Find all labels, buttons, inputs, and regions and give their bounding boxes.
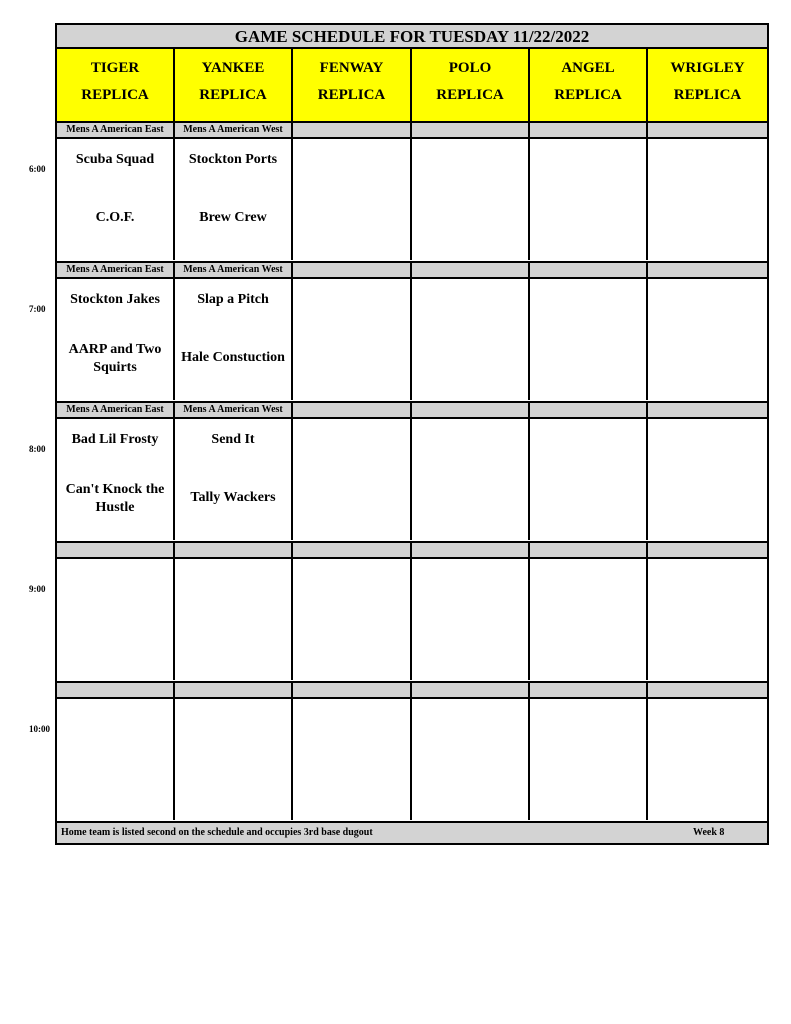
division-label	[293, 261, 412, 277]
game-cell	[648, 137, 767, 260]
division-label	[648, 261, 767, 277]
field-header-yankee	[175, 49, 293, 121]
division-label: Mens A American East	[57, 121, 175, 137]
away-team: Send It	[211, 432, 255, 447]
field-subtitle: REPLICA	[554, 87, 622, 103]
division-label: Mens A American West	[175, 261, 293, 277]
game-cell	[175, 557, 293, 680]
game-cell	[648, 697, 767, 820]
division-label	[412, 121, 530, 137]
game-cell	[530, 417, 648, 540]
game-cell	[530, 137, 648, 260]
game-cell	[530, 277, 648, 400]
field-header-tiger	[57, 49, 175, 121]
division-label: Mens A American East	[57, 401, 175, 417]
game-cell	[57, 697, 175, 820]
time-label: 10:00	[29, 724, 50, 734]
division-label	[412, 681, 530, 697]
field-subtitle: REPLICA	[199, 87, 267, 103]
game-cell	[175, 137, 293, 260]
game-cell	[412, 557, 530, 680]
game-cell	[57, 557, 175, 680]
division-label	[293, 541, 412, 557]
field-header-angel	[530, 49, 648, 121]
game-cell	[648, 277, 767, 400]
game-cell	[293, 697, 412, 820]
division-label	[57, 681, 175, 697]
field-header-fenway	[293, 49, 412, 121]
division-label	[648, 121, 767, 137]
field-name: TIGER	[90, 60, 140, 76]
game-cell	[412, 277, 530, 400]
game-cell	[175, 277, 293, 400]
home-team: AARP and Two Squirts	[68, 342, 162, 375]
time-label: 6:00	[29, 164, 46, 174]
division-label	[648, 681, 767, 697]
schedule-title: GAME SCHEDULE FOR TUESDAY 11/22/2022	[57, 25, 767, 49]
game-cell	[175, 697, 293, 820]
away-team: Slap a Pitch	[197, 292, 269, 307]
division-label: Mens A American West	[175, 121, 293, 137]
game-cell	[175, 417, 293, 540]
game-cell	[57, 137, 175, 260]
away-team: Scuba Squad	[75, 152, 155, 167]
field-header-wrigley	[648, 49, 767, 121]
division-label	[530, 261, 648, 277]
away-team: Stockton Jakes	[70, 292, 160, 307]
footer-note: Home team is listed second on the schedule and occupies 3rd base dugout	[61, 827, 373, 838]
division-label	[648, 541, 767, 557]
field-name: YANKEE	[201, 60, 265, 76]
schedule-table	[55, 23, 769, 845]
time-label: 7:00	[29, 304, 46, 314]
away-team: Bad Lil Frosty	[71, 432, 159, 447]
time-label: 8:00	[29, 444, 46, 454]
away-team: Stockton Ports	[188, 152, 278, 167]
field-subtitle: REPLICA	[81, 87, 149, 103]
division-label	[530, 541, 648, 557]
division-label: Mens A American East	[57, 261, 175, 277]
division-label	[530, 121, 648, 137]
division-label	[293, 681, 412, 697]
field-name: POLO	[448, 60, 492, 76]
field-subtitle: REPLICA	[673, 87, 742, 103]
game-cell	[293, 417, 412, 540]
division-label	[293, 121, 412, 137]
division-label	[293, 401, 412, 417]
game-cell	[293, 557, 412, 680]
game-cell	[57, 417, 175, 540]
division-label	[648, 401, 767, 417]
home-team: Hale Constuction	[181, 350, 285, 365]
division-label: Mens A American West	[175, 401, 293, 417]
game-cell	[648, 417, 767, 540]
field-subtitle: REPLICA	[317, 87, 386, 103]
game-cell	[648, 557, 767, 680]
schedule-footer	[57, 821, 767, 843]
division-label	[412, 401, 530, 417]
game-cell	[412, 697, 530, 820]
game-cell	[57, 277, 175, 400]
home-team: Brew Crew	[199, 210, 267, 225]
field-name: WRIGLEY	[670, 60, 745, 76]
game-cell	[530, 697, 648, 820]
game-cell	[412, 137, 530, 260]
game-cell	[530, 557, 648, 680]
field-name: FENWAY	[319, 60, 384, 76]
division-label	[175, 681, 293, 697]
home-team: C.O.F.	[95, 210, 135, 225]
field-name: ANGEL	[561, 60, 615, 76]
field-header-polo	[412, 49, 530, 121]
game-cell	[293, 137, 412, 260]
home-team: Tally Wackers	[190, 490, 276, 505]
division-label	[57, 541, 175, 557]
division-label	[530, 681, 648, 697]
division-label	[412, 541, 530, 557]
division-label	[530, 401, 648, 417]
division-label	[175, 541, 293, 557]
home-team: Can't Knock the Hustle	[65, 482, 165, 515]
division-label	[412, 261, 530, 277]
game-cell	[412, 417, 530, 540]
game-cell	[293, 277, 412, 400]
time-label: 9:00	[29, 584, 46, 594]
week-label: Week 8	[693, 827, 725, 838]
field-subtitle: REPLICA	[436, 87, 504, 103]
